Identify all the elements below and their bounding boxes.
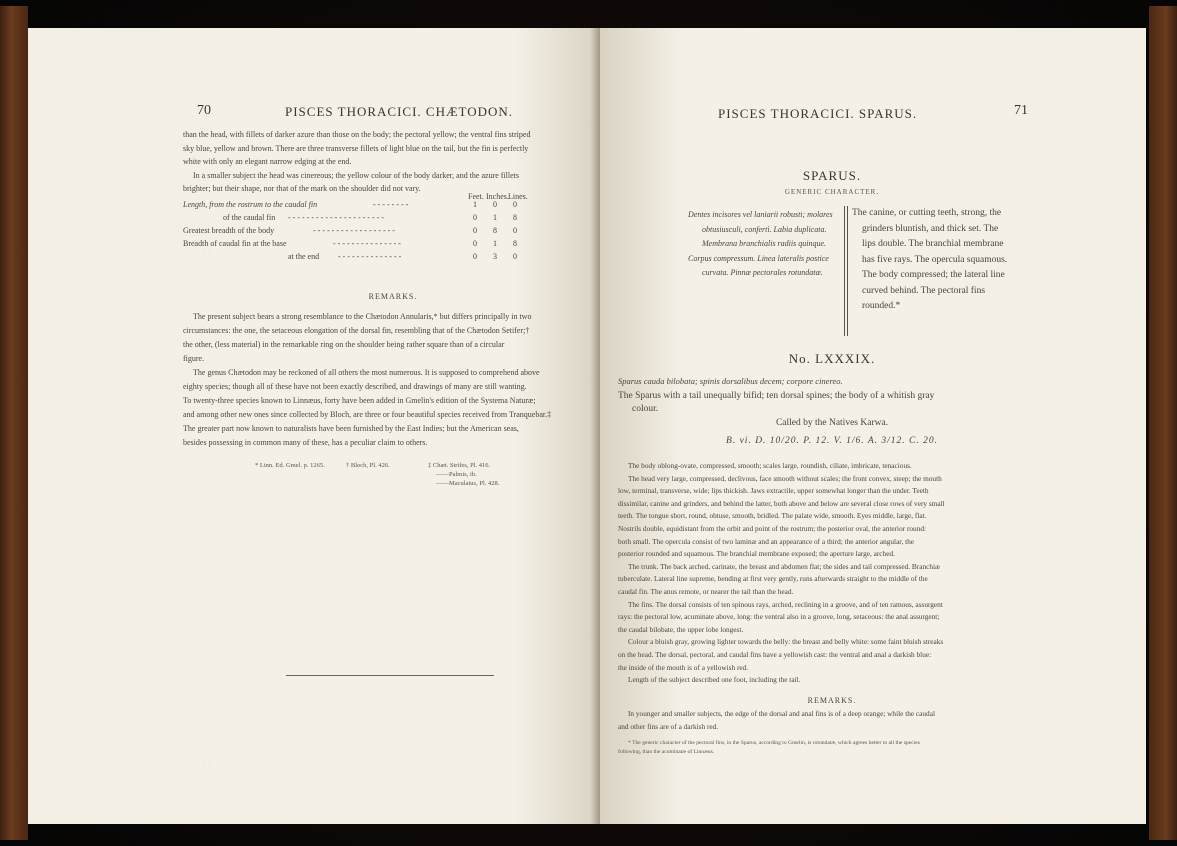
measurement-lines: 0 (513, 252, 517, 261)
english-line: lips double. The branchial membrane (862, 239, 1004, 249)
native-name: Called by the Natives Karwa. (775, 418, 889, 428)
footnote-line: ‡ Chæt. Strifes, Pl. 416. (428, 462, 491, 469)
right-page (600, 28, 1146, 824)
measurement-label: Greatest breadth of the body (183, 226, 275, 235)
remarks-line: and other fins are of a darkish red. (618, 721, 719, 731)
measurement-label: of the caudal fin (223, 213, 276, 222)
left-remarks (183, 310, 600, 450)
body-line: Length of the subject described one foot, including the tail. (628, 675, 801, 685)
measurement-label: Length, from the rostrum to the caudal fin (183, 200, 318, 209)
species-description (618, 390, 1058, 416)
body-line: the caudal bilobate, the upper lobe longest. (618, 624, 744, 634)
species-body-text (618, 460, 1058, 687)
body-line: caudal fin. The anus remote, or nearer the tail than the head. (618, 586, 794, 596)
footnote-bloch: † Bloch, Pl. 426. (346, 462, 390, 469)
body-line: on the head. The dorsal, pectoral, and caudal fins have a yellowish cast: the ventral and anal a darkish blue: (618, 649, 932, 659)
left-running-head: PISCES THORACICI. CHÆTODON. (285, 104, 514, 119)
right-remarks-title: REMARKS. (807, 696, 857, 705)
latin-line: Membrana branchialis radiis quinque. (702, 239, 826, 248)
body-line: teeth. The tongue short, round, obtuse, smooth, bridled. The palate wide, smooth. Eyes middle, large, flat. (618, 511, 927, 521)
fin-formula: B. vi. D. 10/20. P. 12. V. 1/6. A. 3/12. C. 20. (726, 436, 938, 446)
measurement-inches: 0 (493, 200, 497, 209)
latin-line: Corpus compressum. Linea lateralis postice (688, 253, 829, 263)
end-rule (286, 675, 494, 676)
column-divider-2 (847, 206, 848, 336)
measurement-label: at the end (288, 252, 320, 261)
header-lines: Lines. (508, 192, 528, 201)
english-line: curved behind. The pectoral fins (862, 285, 986, 296)
body-line: the inside of the mouth is of a yellowish red. (618, 662, 749, 672)
left-remarks-title: REMARKS. (368, 292, 418, 301)
latin-generic-character (688, 208, 858, 281)
column-divider-1 (844, 206, 845, 336)
body-line: both small. The opercula consist of two laminæ and an appearance of a third; the anterior angular, the (618, 536, 915, 546)
measurement-feet: 1 (473, 200, 477, 209)
footnote-linnaeus: * Linn. Ed. Gmel. p. 1265. (255, 462, 325, 469)
measurement-lines: 0 (513, 226, 517, 235)
right-running-head: PISCES THORACICI. SPARUS. (718, 106, 918, 121)
body-line: Nostrils double, equidistant from the orbit and point of the rostrum; the posterior oval, the anterior round: (618, 523, 927, 533)
right-page-number: 71 (1014, 103, 1028, 118)
measurement-inches: 1 (493, 213, 497, 222)
footnote-line: * The generic character of the pectoral fins, in the Sparus, according to Gmelin, is rotundatæ, which agrees better to all the species (628, 740, 920, 746)
measurement-feet: 0 (473, 252, 477, 261)
right-footnote (618, 739, 1058, 756)
measurement-header (183, 192, 528, 201)
footnote-line: ——Palmis, ib. (436, 471, 477, 478)
body-line: The head very large, compressed, declivous, face smooth without scales; the front convex, steep; the mouth (628, 473, 942, 483)
left-page (28, 28, 600, 824)
species-latin: Sparus cauda bilobata; spinis dorsalibus decem; corpore cinereo. (618, 376, 843, 386)
right-cover-edge (1149, 6, 1177, 840)
measurement-feet: 0 (473, 213, 477, 222)
species-desc-line: colour. (632, 404, 659, 414)
measurement-table (183, 192, 528, 265)
remarks-line: and among other new ones since collected by Bloch, are three or four beautiful species received from Tranquebar.‡ (183, 410, 552, 419)
remarks-line: The greater part now known to naturalists have been furnished by the East Indies; but the American seas, (183, 424, 519, 433)
measurement-feet: 0 (473, 226, 477, 235)
body-line: tuberculate. Lateral line supreme, bending at first very gently, runs afterwards straight to the middle of the (618, 574, 928, 584)
measurement-row: Length, from the rostrum to the caudal fin - - - - - - - - 1 0 0 (183, 200, 517, 209)
intro-line: In a smaller subject the head was cinereous; the yellow colour of the body darker, and the azure fillets (193, 170, 520, 180)
body-line: posterior rounded and squamous. The branchial membrane exposed; the aperture large, arched. (618, 549, 895, 559)
remarks-line: circumstances: the one, the setaceous elongation of the dorsal fin, resembling that of the Chætodon Setifer;† (183, 326, 530, 335)
intro-line: than the head, with fillets of darker azure than those on the body; the pectoral yellow; the ventral fins striped (183, 130, 531, 139)
english-line: has five rays. The opercula squamous. (862, 254, 1008, 265)
right-remarks (618, 708, 1058, 733)
left-page-number: 70 (197, 103, 211, 118)
measurement-inches: 1 (493, 239, 497, 248)
measurement-row: of the caudal fin - - - - - - - - - - - - - - - - - - - - - 0 1 8 (223, 213, 517, 222)
species-number: No. LXXXIX. (788, 351, 876, 366)
latin-line: Dentes incisores vel laniarii robusti; molares (688, 210, 833, 219)
english-line: The body compressed; the lateral line (862, 270, 1005, 280)
english-line: grinders bluntish, and thick set. The (862, 223, 999, 234)
measurement-lines: 0 (513, 200, 517, 209)
english-line: rounded.* (862, 301, 901, 311)
genus-title: SPARUS. (802, 168, 862, 183)
remarks-line: besides possessing in common many of these, has a peculiar claim to others. (183, 438, 428, 447)
body-line: rays: the pectoral low, acuminate above, long: the ventral also in a groove, long, setaceous: the anal assurgent; (618, 612, 940, 622)
latin-line: obtusiusculi, confertì. Labia duplicata. (702, 224, 827, 234)
body-line: The body oblong-ovate, compressed, smooth; scales large, roundish, ciliate, imbricate, tenacious. (628, 461, 912, 470)
remarks-line: The present subject bears a strong resemblance to the Chætodon Annularis,* but differs principally in two (193, 312, 532, 321)
left-intro (183, 128, 600, 196)
header-feet: Feet. (468, 192, 484, 201)
intro-line: sky blue, yellow and brown. There are three transverse fillets of light blue on the tail, but the fin is perfectly (183, 143, 529, 153)
measurement-inches: 8 (493, 226, 497, 235)
left-cover-edge (0, 6, 28, 840)
body-line: dissimilar, canine and grinders, and behind the latter, both above and below are several close rows of very small (618, 498, 945, 508)
measurement-inches: 3 (493, 252, 497, 261)
footnote-chaetodon (428, 461, 499, 488)
measurement-label: Breadth of caudal fin at the base (183, 239, 287, 248)
footnote-line: following, than the acuminatæ of Linnæus. (618, 748, 715, 755)
body-line: Colour a bluish gray, growing lighter towards the belly: the breast and belly white: some faint bluish streaks (628, 637, 944, 647)
body-line: The trunk. The back arched, carinate, the breast and abdomen flat; the sides and tail compressed. Branchiæ (628, 561, 940, 571)
remarks-line: In younger and smaller subjects, the edge of the dorsal and anal fins is of a deep orange; while the caudal (628, 709, 935, 718)
body-line: low, terminal, transverse, wide; lips thickish. Jaws extractile, upper somewhat longer than the under. Teeth (618, 486, 929, 496)
remarks-line: figure. (183, 354, 205, 363)
measurement-lines: 8 (513, 239, 517, 248)
intro-line: white with only an elegant narrow edging at the end. (183, 157, 352, 166)
header-inches: Inches. (486, 192, 509, 201)
species-desc-line: The Sparus with a tail unequally bifid; ten dorsal spines; the body of a whitish gray (618, 391, 935, 401)
remarks-line: The genus Chætodon may be reckoned of all others the most numerous. It is supposed to comprehend above (193, 368, 540, 377)
intro-line: brighter; but their shape, nor that of the mark on the shoulder did not vary. (183, 184, 421, 193)
remarks-line: To twenty-three species known to Linnæus, forty have been added in Gmelin's edition of the Systema Naturæ; (183, 396, 536, 405)
remarks-line: the other, (less material) in the remarkable ring on the shoulder being rather square than of a circular (183, 340, 505, 349)
body-line: The fins. The dorsal consists of ten spinous rays, arched, reclining in a groove, and of ten ramous, assurgent (628, 599, 943, 609)
remarks-line: eighty species; though all of these have not been exactly described, and drawings of many are still wanting. (183, 382, 527, 391)
latin-line: curvata. Pinnæ pectorales rotundatæ. (702, 268, 823, 277)
measurement-row: Greatest breadth of the body - - - - - - - - - - - - - - - - - - 0 8 0 (183, 226, 517, 235)
measurement-row: Breadth of caudal fin at the base - - - - - - - - - - - - - - - 0 1 8 (183, 239, 517, 248)
generic-character-heading: GENERIC CHARACTER. (784, 188, 880, 196)
footnote-line: ——Maculatus, Pl. 428. (436, 480, 500, 487)
measurement-row: at the end - - - - - - - - - - - - - - 0 3 0 (288, 252, 517, 261)
english-generic-character (852, 206, 1057, 315)
measurement-lines: 8 (513, 213, 517, 222)
english-line: The canine, or cutting teeth, strong, the (852, 208, 1002, 218)
measurement-feet: 0 (473, 239, 477, 248)
